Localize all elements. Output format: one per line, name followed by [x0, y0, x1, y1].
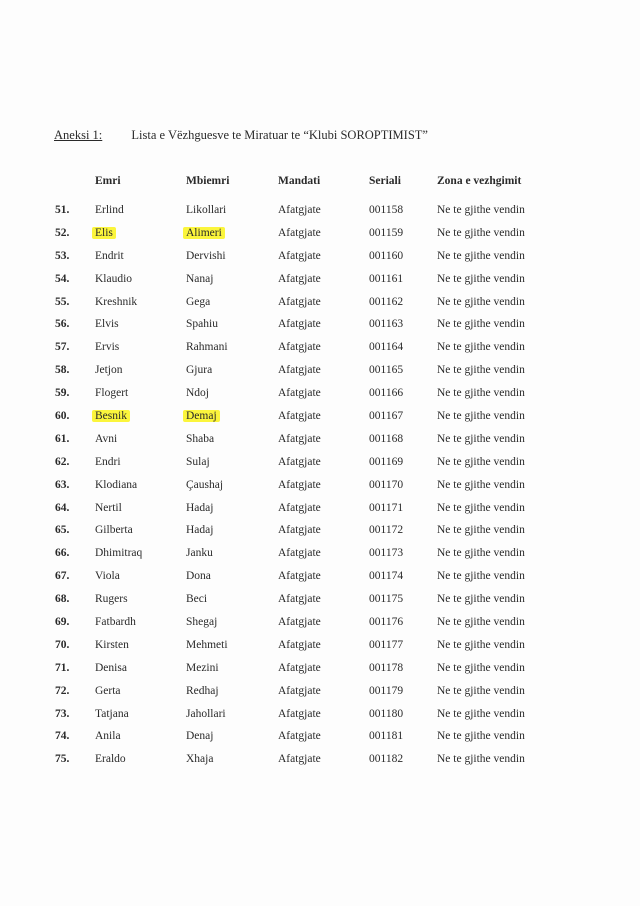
row-serial: 001179 [369, 684, 404, 697]
row-serial: 001173 [369, 547, 404, 560]
row-zone: Ne te gjithe vendin [437, 318, 525, 331]
row-zone: Ne te gjithe vendin [437, 547, 525, 560]
row-serial: 001169 [369, 455, 404, 468]
row-name: Fatbardh [95, 616, 136, 629]
row-serial: 001174 [369, 570, 404, 583]
row-surname: Hadaj [186, 524, 214, 537]
row-name: Avni [95, 432, 118, 445]
row-name: Elvis [95, 318, 119, 331]
table-row [0, 635, 640, 658]
row-number: 73. [55, 707, 70, 720]
row-number: 74. [55, 730, 70, 743]
row-zone: Ne te gjithe vendin [437, 204, 525, 216]
document-title-row [54, 128, 428, 143]
row-mandate: Afatgjate [278, 226, 321, 239]
row-serial: 001167 [369, 410, 404, 423]
row-name: Anila [95, 730, 121, 743]
row-mandate: Afatgjate [278, 432, 321, 445]
row-mandate: Afatgjate [278, 661, 321, 674]
row-mandate: Afatgjate [278, 593, 321, 606]
row-mandate: Afatgjate [278, 501, 321, 514]
row-mandate: Afatgjate [278, 547, 321, 560]
row-zone: Ne te gjithe vendin [437, 707, 525, 720]
row-surname: Hadaj [186, 501, 214, 514]
row-mandate: Afatgjate [278, 570, 321, 583]
row-zone: Ne te gjithe vendin [437, 638, 525, 651]
row-number: 52. [55, 226, 70, 239]
table-row [0, 475, 640, 498]
row-serial: 001180 [369, 707, 404, 720]
row-number: 71. [55, 661, 70, 674]
row-surname: Ndoj [186, 387, 209, 400]
row-number: 63. [55, 478, 70, 491]
row-mandate: Afatgjate [278, 524, 321, 537]
row-number: 62. [55, 455, 70, 468]
row-number: 55. [55, 295, 70, 308]
table-row [0, 429, 640, 452]
row-name: Nertil [95, 501, 122, 514]
row-mandate: Afatgjate [278, 295, 321, 308]
row-number: 66. [55, 547, 70, 560]
row-name [95, 225, 116, 241]
header-mandate: Mandati [278, 175, 321, 187]
row-zone: Ne te gjithe vendin [437, 295, 525, 308]
row-mandate: Afatgjate [278, 616, 321, 629]
row-surname: Sulaj [186, 455, 210, 468]
row-serial: 001178 [369, 661, 404, 674]
row-name: Klaudio [95, 272, 133, 285]
row-mandate: Afatgjate [278, 387, 321, 400]
header-name: Emri [95, 175, 121, 187]
table-row [0, 360, 640, 383]
row-serial: 001164 [369, 341, 404, 354]
row-name: Flogert [95, 387, 129, 400]
row-zone: Ne te gjithe vendin [437, 249, 525, 262]
row-serial: 001162 [369, 295, 404, 308]
annex-label: Aneksi 1: [54, 128, 103, 142]
row-zone: Ne te gjithe vendin [437, 387, 525, 400]
row-surname: Likollari [186, 204, 227, 216]
table-row [0, 223, 640, 246]
row-serial: 001166 [369, 387, 404, 400]
row-surname: Gega [186, 295, 211, 308]
row-number: 53. [55, 249, 70, 262]
row-number: 54. [55, 272, 70, 285]
row-zone: Ne te gjithe vendin [437, 226, 525, 239]
row-name: Gerta [95, 684, 121, 697]
table-row [0, 612, 640, 635]
row-surname: Rahmani [186, 341, 228, 354]
row-number: 58. [55, 364, 70, 377]
row-serial: 001161 [369, 272, 404, 285]
row-number: 61. [55, 432, 70, 445]
row-mandate: Afatgjate [278, 730, 321, 743]
row-serial: 001182 [369, 753, 404, 766]
row-mandate: Afatgjate [278, 684, 321, 697]
row-surname: Gjura [186, 364, 213, 377]
table-row [0, 269, 640, 292]
row-number: 75. [55, 753, 70, 766]
row-name: Dhimitraq [95, 547, 143, 560]
row-serial: 001165 [369, 364, 404, 377]
table-row [0, 200, 640, 223]
table-row [0, 406, 640, 429]
highlight-mark: Elis [92, 227, 116, 239]
header-surname: Mbiemri [186, 175, 230, 187]
table-row [0, 704, 640, 727]
row-surname: Dervishi [186, 249, 226, 262]
row-name: Kirsten [95, 638, 129, 651]
row-zone: Ne te gjithe vendin [437, 272, 525, 285]
row-name: Jetjon [95, 364, 123, 377]
table-row [0, 314, 640, 337]
row-mandate: Afatgjate [278, 478, 321, 491]
table-row [0, 749, 640, 772]
row-mandate: Afatgjate [278, 249, 321, 262]
row-number: 60. [55, 410, 70, 423]
row-number: 56. [55, 318, 70, 331]
row-serial: 001163 [369, 318, 404, 331]
row-zone: Ne te gjithe vendin [437, 570, 525, 583]
row-number: 64. [55, 501, 70, 514]
row-number: 59. [55, 387, 70, 400]
row-zone: Ne te gjithe vendin [437, 341, 525, 354]
row-name: Tatjana [95, 707, 129, 720]
row-surname [186, 225, 225, 241]
row-serial: 001158 [369, 204, 404, 216]
row-zone: Ne te gjithe vendin [437, 455, 525, 468]
table-row [0, 566, 640, 589]
row-mandate: Afatgjate [278, 204, 321, 216]
row-name: Gilberta [95, 524, 133, 537]
row-surname [186, 408, 220, 424]
document-title: Lista e Vëzhguesve te Miratuar te “Klubi SOROPTIMIST” [131, 128, 428, 142]
table-header [0, 175, 640, 189]
row-name [95, 408, 130, 424]
row-zone: Ne te gjithe vendin [437, 593, 525, 606]
row-mandate: Afatgjate [278, 364, 321, 377]
row-name: Endri [95, 455, 121, 468]
row-serial: 001159 [369, 226, 404, 239]
table-row [0, 658, 640, 681]
row-name: Viola [95, 570, 120, 583]
row-zone: Ne te gjithe vendin [437, 661, 525, 674]
table-row [0, 520, 640, 543]
row-surname: Shegaj [186, 616, 218, 629]
row-serial: 001170 [369, 478, 404, 491]
row-surname: Shaba [186, 432, 215, 445]
table-row [0, 681, 640, 704]
row-name: Erlind [95, 204, 124, 216]
row-serial: 001181 [369, 730, 404, 743]
table-row [0, 383, 640, 406]
table-row [0, 337, 640, 360]
table-row [0, 589, 640, 612]
row-serial: 001177 [369, 638, 404, 651]
table-row [0, 292, 640, 315]
highlight-mark: Alimeri [183, 227, 225, 239]
row-serial: 001160 [369, 249, 404, 262]
row-serial: 001168 [369, 432, 404, 445]
table-row [0, 498, 640, 521]
row-name: Rugers [95, 593, 128, 606]
row-name: Endrit [95, 249, 124, 262]
highlight-mark: Besnik [92, 410, 130, 422]
row-surname: Xhaja [186, 753, 214, 766]
row-surname: Denaj [186, 730, 214, 743]
row-name: Ervis [95, 341, 120, 354]
header-zone: Zona e vezhgimit [437, 175, 522, 187]
row-number: 72. [55, 684, 70, 697]
row-name: Klodiana [95, 478, 138, 491]
row-zone: Ne te gjithe vendin [437, 432, 525, 445]
row-surname: Çaushaj [186, 478, 224, 491]
row-zone: Ne te gjithe vendin [437, 478, 525, 491]
observer-table-body [0, 200, 640, 772]
row-serial: 001176 [369, 616, 404, 629]
row-serial: 001175 [369, 593, 404, 606]
table-row [0, 543, 640, 566]
row-surname: Spahiu [186, 318, 218, 331]
row-mandate: Afatgjate [278, 341, 321, 354]
row-zone: Ne te gjithe vendin [437, 524, 525, 537]
table-row [0, 726, 640, 749]
row-name: Kreshnik [95, 295, 138, 308]
row-surname: Mehmeti [186, 638, 228, 651]
row-surname: Beci [186, 593, 208, 606]
row-number: 65. [55, 524, 70, 537]
table-row [0, 452, 640, 475]
row-surname: Jahollari [186, 707, 226, 720]
row-mandate: Afatgjate [278, 410, 321, 423]
row-zone: Ne te gjithe vendin [437, 684, 525, 697]
row-mandate: Afatgjate [278, 272, 321, 285]
row-zone: Ne te gjithe vendin [437, 364, 525, 377]
row-number: 70. [55, 638, 70, 651]
row-number: 51. [55, 204, 70, 216]
row-mandate: Afatgjate [278, 707, 321, 720]
row-zone: Ne te gjithe vendin [437, 753, 525, 766]
row-mandate: Afatgjate [278, 638, 321, 651]
row-serial: 001171 [369, 501, 404, 514]
row-number: 68. [55, 593, 70, 606]
row-surname: Redhaj [186, 684, 219, 697]
row-name: Denisa [95, 661, 127, 674]
row-number: 57. [55, 341, 70, 354]
row-zone: Ne te gjithe vendin [437, 616, 525, 629]
row-mandate: Afatgjate [278, 455, 321, 468]
highlight-mark: Demaj [183, 410, 220, 422]
row-serial: 001172 [369, 524, 404, 537]
header-serial: Seriali [369, 175, 401, 187]
table-row [0, 246, 640, 269]
row-zone: Ne te gjithe vendin [437, 410, 525, 423]
row-number: 69. [55, 616, 70, 629]
row-surname: Janku [186, 547, 213, 560]
row-zone: Ne te gjithe vendin [437, 501, 525, 514]
row-name: Eraldo [95, 753, 126, 766]
row-surname: Dona [186, 570, 211, 583]
row-zone: Ne te gjithe vendin [437, 730, 525, 743]
row-surname: Mezini [186, 661, 219, 674]
row-surname: Nanaj [186, 272, 214, 285]
row-mandate: Afatgjate [278, 318, 321, 331]
row-mandate: Afatgjate [278, 753, 321, 766]
row-number: 67. [55, 570, 70, 583]
